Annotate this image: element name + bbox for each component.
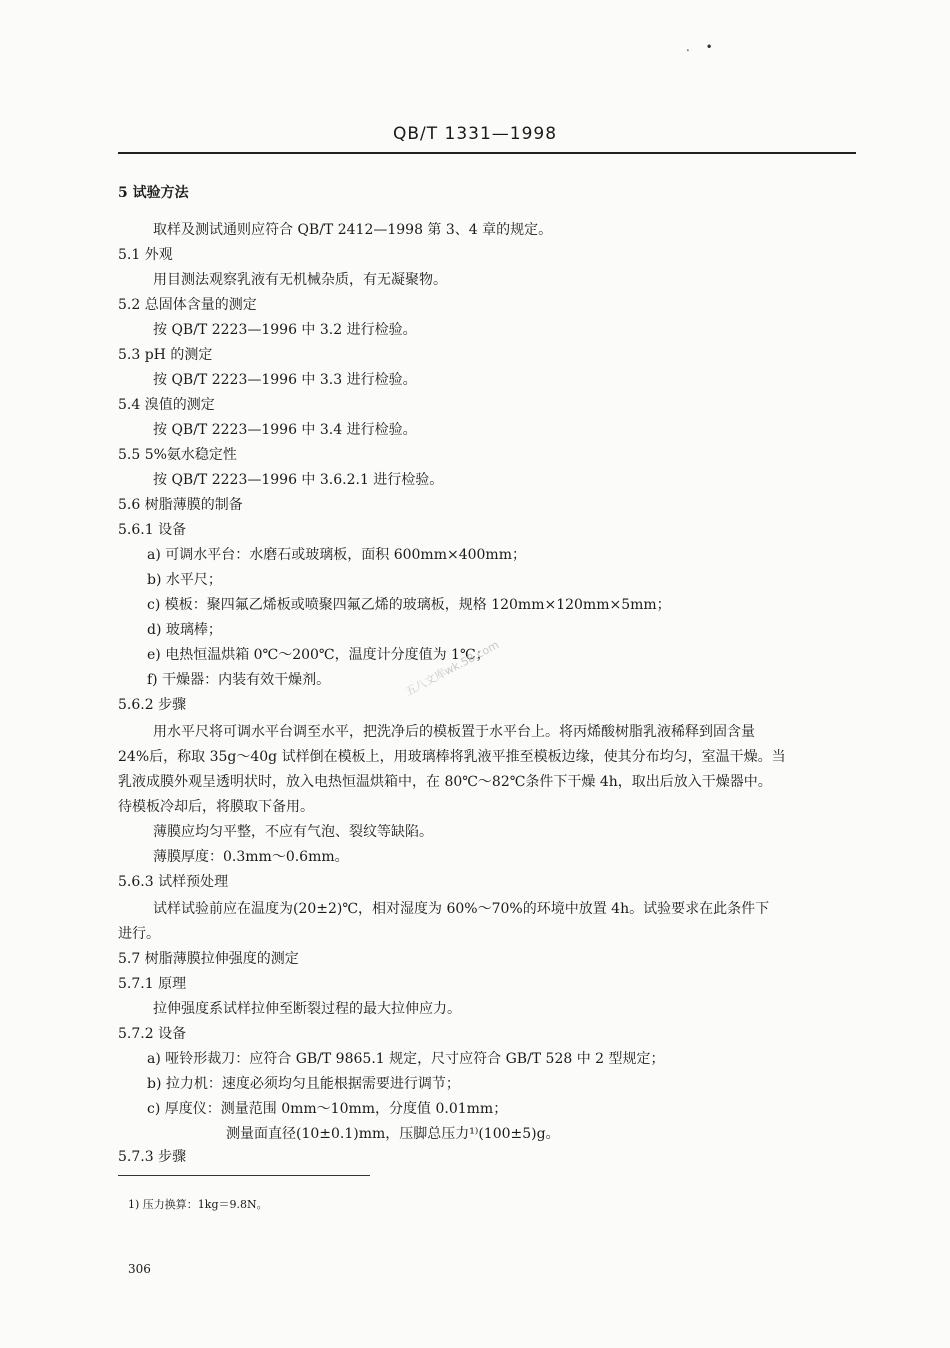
body-text-line: d) 玻璃棒； xyxy=(147,622,222,638)
body-text-line: e) 电热恒温烘箱 0℃～200℃，温度计分度值为 1℃； xyxy=(147,647,490,663)
body-text-line: a) 可调水平台：水磨石或玻璃板，面积 600mm×400mm； xyxy=(147,547,526,563)
body-text-line: 按 QB/T 2223—1996 中 3.2 进行检验。 xyxy=(153,322,417,338)
body-text-line: 拉伸强度系试样拉伸至断裂过程的最大拉伸应力。 xyxy=(153,1001,461,1017)
body-text-line: 按 QB/T 2223—1996 中 3.4 进行检验。 xyxy=(153,422,417,438)
footnote-rule xyxy=(118,1175,370,1176)
section-heading: 5.3 pH 的测定 xyxy=(118,347,213,363)
footnote: 1) 压力换算：1kg＝9.8N。 xyxy=(128,1198,268,1211)
section-heading: 5.4 溴值的测定 xyxy=(118,397,215,413)
standard-header: QB/T 1331—1998 xyxy=(392,124,558,144)
body-text-line: 用水平尺将可调水平台调至水平，把洗净后的模板置于水平台上。将丙烯酸树脂乳液稀释到固含量 xyxy=(153,724,755,740)
body-text-line: c) 厚度仪：测量范围 0mm～10mm，分度值 0.01mm； xyxy=(147,1101,508,1117)
body-text-line: 用目测法观察乳液有无机械杂质，有无凝聚物。 xyxy=(153,272,447,288)
section-heading: 5.6.1 设备 xyxy=(118,522,187,538)
body-text-line: 乳液成膜外观呈透明状时，放入电热恒温烘箱中，在 80℃～82℃条件下干燥 4h，取出后放入干燥器中。 xyxy=(118,774,772,790)
section-heading: 5.7.3 步骤 xyxy=(118,1149,187,1165)
section-heading: 5.2 总固体含量的测定 xyxy=(118,297,257,313)
section-heading: 5.1 外观 xyxy=(118,247,173,263)
section-heading: 5.6.3 试样预处理 xyxy=(118,874,229,890)
body-text-line: 薄膜厚度：0.3mm～0.6mm。 xyxy=(153,849,349,865)
body-text-line: 测量面直径(10±0.1)mm，压脚总压力¹⁾(100±5)g。 xyxy=(226,1126,560,1142)
page-number: 306 xyxy=(128,1262,151,1276)
body-text-line: b) 水平尺； xyxy=(147,572,222,588)
watermark: 五八文库wk.58.com xyxy=(403,638,502,699)
body-text-line: 24%后，称取 35g～40g 试样倒在模板上，用玻璃棒将乳液平推至模板边缘，使其分布均匀，室温干燥。当 xyxy=(118,749,786,765)
section-heading: 5.7.2 设备 xyxy=(118,1026,187,1042)
section-heading: 5.6 树脂薄膜的制备 xyxy=(118,497,243,513)
body-text-line: b) 拉力机：速度必须均匀且能根据需要进行调节； xyxy=(147,1076,460,1092)
body-text-line: 按 QB/T 2223—1996 中 3.3 进行检验。 xyxy=(153,372,417,388)
body-text-line: 按 QB/T 2223—1996 中 3.6.2.1 进行检验。 xyxy=(153,472,444,488)
corner-marks: . • xyxy=(686,40,719,54)
section-heading: 5 试验方法 xyxy=(118,185,189,201)
section-heading: 5.6.2 步骤 xyxy=(118,697,187,713)
body-text-line: f) 干燥器：内装有效干燥剂。 xyxy=(147,672,331,688)
body-text-line: c) 模板：聚四氟乙烯板或喷聚四氟乙烯的玻璃板，规格 120mm×120mm×5mm； xyxy=(147,597,671,613)
body-text-line: 薄膜应均匀平整，不应有气泡、裂纹等缺陷。 xyxy=(153,824,433,840)
section-heading: 5.7 树脂薄膜拉伸强度的测定 xyxy=(118,951,299,967)
header-rule xyxy=(118,152,856,154)
body-text-line: 取样及测试通则应符合 QB/T 2412—1998 第 3、4 章的规定。 xyxy=(153,222,553,238)
body-text-line: 进行。 xyxy=(118,926,160,942)
section-heading: 5.7.1 原理 xyxy=(118,976,187,992)
body-text-line: a) 哑铃形裁刀：应符合 GB/T 9865.1 规定，尺寸应符合 GB/T 528 中 2 型规定； xyxy=(147,1051,665,1067)
body-text-line: 待模板冷却后，将膜取下备用。 xyxy=(118,799,314,815)
section-heading: 5.5 5%氨水稳定性 xyxy=(118,447,237,463)
body-text-line: 试样试验前应在温度为(20±2)℃，相对湿度为 60%～70%的环境中放置 4h。试验要求在此条件下 xyxy=(153,901,770,917)
